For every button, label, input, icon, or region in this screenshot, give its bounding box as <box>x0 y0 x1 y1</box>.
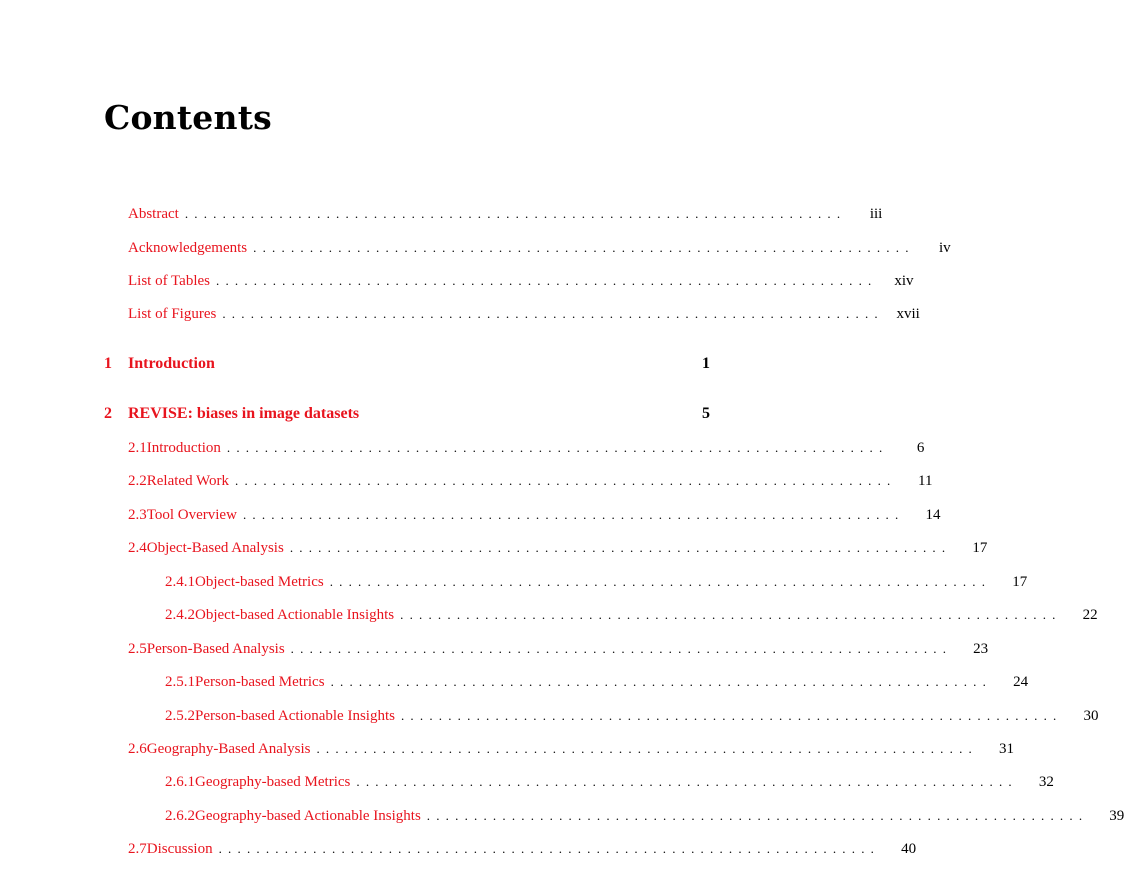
page-number: 40 <box>901 841 917 857</box>
page-number: 1 <box>702 355 710 372</box>
toc-entry-list-of-figures[interactable] <box>128 303 920 325</box>
leader-dots: ...................................................................... <box>400 708 1063 723</box>
page-number: 22 <box>1082 607 1098 623</box>
section-number: 2.5 <box>128 641 147 657</box>
toc-link[interactable]: Acknowledgements <box>128 240 248 256</box>
section-number: 2.2 <box>128 473 147 489</box>
leader-dots: ...................................................................... <box>218 841 881 856</box>
section-number: 2.7 <box>128 841 147 857</box>
leader-dots: ...................................................................... <box>329 574 992 589</box>
page-number: 11 <box>918 473 933 489</box>
leader-dots: ...................................................................... <box>184 206 847 221</box>
page-number: 23 <box>973 641 989 657</box>
page-number: 5 <box>702 405 710 422</box>
page-number: xiv <box>894 273 914 289</box>
section-number: 2.5.2 <box>165 708 195 724</box>
page-number: 32 <box>1038 774 1054 790</box>
leader-dots: ...................................................................... <box>253 240 915 255</box>
leader-dots: ...................................................................... <box>330 674 993 689</box>
toc-subsection-2-4-1[interactable] <box>165 571 1028 593</box>
page-number: xvii <box>896 306 920 322</box>
toc-link[interactable]: Person-based Metrics <box>195 674 325 690</box>
leader-dots: ...................................................................... <box>400 607 1062 622</box>
toc-section-2-7[interactable] <box>128 838 917 860</box>
toc-link[interactable]: Person-Based Analysis <box>146 641 285 657</box>
leader-dots: ...................................................................... <box>356 774 1018 789</box>
toc-subsection-2-5-1[interactable] <box>165 671 1029 693</box>
toc-section-2-6[interactable] <box>128 738 1014 760</box>
toc-entry-list-of-tables[interactable] <box>128 270 914 292</box>
toc-link[interactable]: Introduction <box>146 440 221 456</box>
section-number: 2.4 <box>128 540 147 556</box>
toc-section-2-4[interactable] <box>128 537 988 559</box>
toc-chapter-2[interactable] <box>104 403 710 425</box>
section-number: 2.4.1 <box>165 574 195 590</box>
toc-subsection-2-6-2[interactable] <box>165 805 1124 827</box>
page-title: Contents <box>104 98 272 137</box>
toc-link[interactable]: Object-based Metrics <box>195 574 324 590</box>
section-number: 2.6.1 <box>165 774 195 790</box>
toc-link[interactable]: Object-based Actionable Insights <box>195 607 395 623</box>
leader-dots: ...................................................................... <box>289 540 952 555</box>
toc-link[interactable]: Tool Overview <box>146 507 237 523</box>
toc-link[interactable]: Geography-based Actionable Insights <box>195 808 421 824</box>
toc-entry-acknowledgements[interactable] <box>128 237 951 259</box>
page-number: 17 <box>972 540 988 556</box>
toc-link[interactable]: Person-based Actionable Insights <box>195 708 395 724</box>
leader-dots: ...................................................................... <box>216 273 878 288</box>
toc-section-2-3[interactable] <box>128 504 941 526</box>
toc-link[interactable]: Related Work <box>146 473 229 489</box>
page-number: 30 <box>1083 708 1099 724</box>
section-number: 2.3 <box>128 507 147 523</box>
toc-link[interactable]: REVISE: biases in image datasets <box>128 405 360 422</box>
toc-subsection-2-6-1[interactable] <box>165 771 1054 793</box>
page-number: iii <box>869 206 883 222</box>
page-number: 17 <box>1012 574 1028 590</box>
toc-link[interactable]: Discussion <box>146 841 213 857</box>
page-number: 14 <box>925 507 941 523</box>
page-number: 39 <box>1109 808 1124 824</box>
section-number: 2.6.2 <box>165 808 195 824</box>
leader-dots: ...................................................................... <box>222 306 884 321</box>
chapter-number: 1 <box>104 355 112 372</box>
page-number: iv <box>938 240 951 256</box>
toc-link[interactable]: Introduction <box>128 355 215 372</box>
toc-link[interactable]: Abstract <box>128 206 179 222</box>
toc-section-2-5[interactable] <box>128 638 989 660</box>
page-number: 31 <box>998 741 1014 757</box>
toc-link[interactable]: Geography-based Metrics <box>195 774 351 790</box>
toc-section-2-1[interactable] <box>128 437 925 459</box>
section-number: 2.4.2 <box>165 607 195 623</box>
toc-subsection-2-4-2[interactable] <box>165 604 1098 626</box>
toc-subsection-2-5-2[interactable] <box>165 705 1099 727</box>
toc-link[interactable]: Object-Based Analysis <box>146 540 284 556</box>
section-number: 2.5.1 <box>165 674 195 690</box>
toc-link[interactable]: Geography-Based Analysis <box>146 741 311 757</box>
toc-section-2-2[interactable] <box>128 470 933 492</box>
chapter-number: 2 <box>104 405 112 422</box>
page-number: 6 <box>916 440 925 456</box>
toc-entry-abstract[interactable] <box>128 203 883 225</box>
leader-dots: ...................................................................... <box>242 507 905 522</box>
leader-dots: ...................................................................... <box>290 641 953 656</box>
section-number: 2.6 <box>128 741 147 757</box>
section-number: 2.1 <box>128 440 147 456</box>
leader-dots: ...................................................................... <box>316 741 978 756</box>
toc-chapter-1[interactable] <box>104 353 710 375</box>
toc-link[interactable]: List of Figures <box>128 306 217 322</box>
leader-dots: ...................................................................... <box>426 808 1089 823</box>
toc-link[interactable]: List of Tables <box>128 273 210 289</box>
page-number: 24 <box>1013 674 1029 690</box>
leader-dots: ...................................................................... <box>226 440 889 455</box>
leader-dots: ...................................................................... <box>235 473 897 488</box>
